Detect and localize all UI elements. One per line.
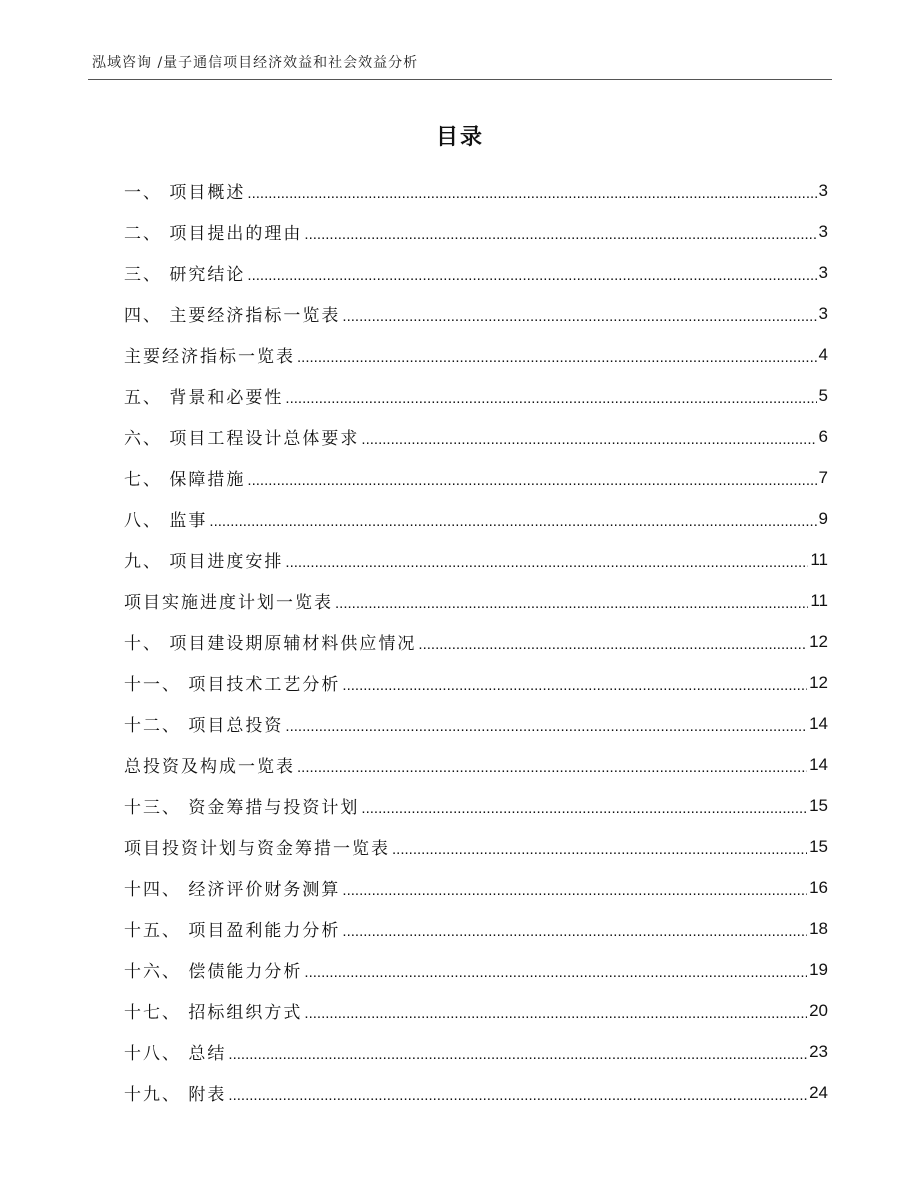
toc-entry-label: 七、 保障措施 [124,470,246,490]
toc-entry-page: 15 [809,795,828,815]
toc-entry-label: 九、 项目进度安排 [124,552,284,572]
toc-entry-label: 十四、 经济评价财务测算 [124,880,341,900]
toc-leader-dots [285,718,807,735]
toc-entry[interactable] [124,498,828,539]
toc-title: 目录 [435,125,484,150]
toc-leader-dots [342,308,816,325]
toc-leader-dots [304,226,816,243]
toc-entry-label: 十三、 资金筹措与投资计划 [124,798,360,818]
header-rule [88,79,832,80]
toc-leader-dots [342,677,807,694]
toc-entry-page: 3 [818,180,828,200]
toc-entry-page: 7 [818,467,828,487]
toc-entry-page: 9 [818,508,828,528]
toc-leader-dots [297,349,817,366]
toc-entry[interactable] [124,621,828,662]
toc-entry-label: 十八、 总结 [124,1044,227,1064]
toc-entry-page: 19 [809,959,828,979]
toc-entry[interactable] [124,457,828,498]
toc-entry-label: 十一、 项目技术工艺分析 [124,675,341,695]
toc-leader-dots [342,882,807,899]
toc-leader-dots [247,472,816,489]
toc-entry[interactable] [124,703,828,744]
toc-entry-page: 6 [818,426,828,446]
toc-leader-dots [304,964,807,981]
toc-entry-label: 三、 研究结论 [124,265,246,285]
toc-entry[interactable] [124,539,828,580]
toc-entry[interactable] [124,1072,828,1113]
toc-entry-page: 12 [809,672,828,692]
toc-entry-page: 3 [818,262,828,282]
toc-entry-label: 项目投资计划与资金筹措一览表 [124,839,390,859]
toc-entry[interactable] [124,662,828,703]
toc-entry-label: 总投资及构成一览表 [124,757,295,777]
toc-entry-label: 十五、 项目盈利能力分析 [124,921,341,941]
toc-entry[interactable] [124,908,828,949]
toc-entry-label: 十二、 项目总投资 [124,716,284,736]
toc-leader-dots [285,390,816,407]
toc-entry-page: 4 [818,344,828,364]
toc-entry-page: 15 [809,836,828,856]
toc-leader-dots [285,554,808,571]
toc-leader-dots [392,841,807,858]
toc-entry-page: 5 [818,385,828,405]
toc-entry-label: 十七、 招标组织方式 [124,1003,303,1023]
toc-entry-page: 18 [809,918,828,938]
toc-leader-dots [247,185,816,202]
toc-entry-label: 十、 项目建设期原辅材料供应情况 [124,634,417,654]
toc-leader-dots [228,1046,807,1063]
toc-entry-label: 项目实施进度计划一览表 [124,593,333,613]
toc-leader-dots [342,923,807,940]
toc-entry[interactable] [124,580,828,621]
toc-entry-page: 3 [818,303,828,323]
toc-entry-page: 23 [809,1041,828,1061]
toc-leader-dots [304,1005,807,1022]
toc-entry-page: 16 [809,877,828,897]
toc-entry[interactable] [124,375,828,416]
toc-entry[interactable] [124,252,828,293]
running-header: 泓域咨询 /量子通信项目经济效益和社会效益分析 [92,55,419,71]
toc-entry-page: 20 [809,1000,828,1020]
toc-entry-label: 六、 项目工程设计总体要求 [124,429,360,449]
toc-entry[interactable] [124,416,828,457]
toc-leader-dots [361,800,807,817]
toc-entry[interactable] [124,1031,828,1072]
toc-entry-page: 11 [810,549,828,569]
toc-leader-dots [228,1087,807,1104]
toc-entry-page: 11 [810,590,828,610]
toc-entry[interactable] [124,990,828,1031]
toc-entry-label: 十六、 偿债能力分析 [124,962,303,982]
toc-entry[interactable] [124,949,828,990]
toc-leader-dots [361,431,816,448]
toc-entry[interactable] [124,293,828,334]
toc-entry-label: 四、 主要经济指标一览表 [124,306,341,326]
toc-entry-page: 12 [809,631,828,651]
toc-entry[interactable] [124,785,828,826]
toc-entry-label: 五、 背景和必要性 [124,388,284,408]
toc-entry-label: 一、 项目概述 [124,183,246,203]
toc-entry-label: 二、 项目提出的理由 [124,224,303,244]
toc-entry-page: 14 [809,713,828,733]
table-of-contents [124,170,828,1113]
toc-leader-dots [418,636,807,653]
toc-leader-dots [209,513,816,530]
toc-entry-page: 24 [809,1082,828,1102]
toc-entry[interactable] [124,334,828,375]
toc-leader-dots [335,595,808,612]
toc-entry-label: 主要经济指标一览表 [124,347,295,367]
toc-entry[interactable] [124,211,828,252]
toc-entry-label: 十九、 附表 [124,1085,227,1105]
toc-entry[interactable] [124,744,828,785]
toc-leader-dots [247,267,816,284]
toc-entry[interactable] [124,826,828,867]
toc-entry-label: 八、 监事 [124,511,208,531]
toc-entry[interactable] [124,867,828,908]
toc-entry[interactable] [124,170,828,211]
toc-leader-dots [297,759,807,776]
toc-entry-page: 14 [809,754,828,774]
toc-entry-page: 3 [818,221,828,241]
